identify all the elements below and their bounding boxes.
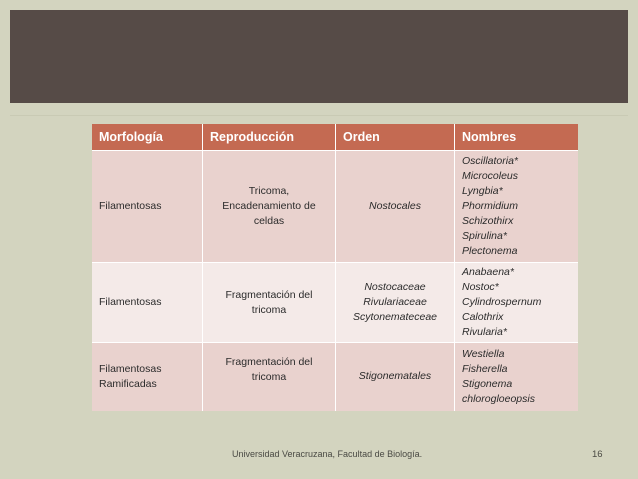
cell-line: Phormidium	[462, 200, 519, 212]
cell-morfologia	[92, 343, 203, 411]
cell-line: Filamentosas	[99, 296, 162, 308]
cell-line: Calothrix	[462, 311, 504, 323]
cell-line: Oscillatoria*	[462, 155, 519, 167]
cell-line: Cylindrospernum	[462, 296, 542, 308]
table-row	[92, 151, 578, 263]
cell-line: Filamentosas	[99, 362, 162, 375]
cell-line: Microcoleus	[462, 170, 519, 182]
cell-line: Stigonematales	[358, 370, 432, 383]
cell-line: Rivularia*	[462, 326, 507, 338]
cell-reproduccion	[203, 263, 336, 343]
header-orden: Orden	[336, 124, 455, 151]
table-row	[92, 263, 578, 343]
cell-line: Schizothirx	[462, 215, 514, 227]
footer-text: Universidad Veracruzana, Facultad de Biología.	[232, 449, 423, 459]
cell-line: Stigonema	[462, 377, 513, 390]
cell-nombres	[455, 263, 579, 343]
header-morfologia: Morfología	[92, 124, 203, 151]
cell-reproduccion	[203, 343, 336, 411]
cell-line: Encadenamiento de	[222, 200, 316, 212]
cell-line: Nostocaceae	[364, 281, 426, 293]
page-number: 16	[592, 449, 603, 460]
cell-morfologia	[92, 151, 203, 263]
classification-table	[92, 124, 578, 411]
cell-line: Filamentosas	[99, 200, 162, 212]
cell-nombres	[455, 151, 579, 263]
cell-morfologia	[92, 263, 203, 343]
header-reproduccion: Reproducción	[203, 124, 336, 151]
table-header-row	[92, 124, 578, 151]
cell-line: Rivulariaceae	[363, 296, 427, 308]
cell-orden	[336, 343, 455, 411]
cell-orden	[336, 263, 455, 343]
cell-line: Tricoma,	[248, 185, 290, 197]
cell-nombres	[455, 343, 579, 411]
cell-reproduccion	[203, 151, 336, 263]
slide-header-band	[10, 10, 628, 103]
cell-line: Plectonema	[462, 245, 518, 257]
cell-line: Westiella	[462, 347, 505, 360]
cell-line: Lyngbia*	[462, 185, 503, 197]
cell-line: Nostoc*	[462, 281, 499, 293]
cell-line: Fisherella	[462, 362, 508, 375]
cell-line: Fragmentación del	[225, 288, 313, 301]
cell-line: celdas	[253, 215, 285, 227]
cell-line: Scytonemateceae	[352, 311, 438, 323]
header-nombres: Nombres	[455, 124, 579, 151]
table-row	[92, 343, 578, 411]
cell-line: tricoma	[251, 371, 287, 383]
cell-line: Nostocales	[369, 200, 421, 212]
cell-line: Anabaena*	[462, 266, 514, 278]
cell-line: chlorogloeopsis	[462, 392, 535, 405]
cell-line: tricoma	[251, 303, 287, 316]
cell-line: Ramificadas	[99, 377, 157, 390]
cell-orden	[336, 151, 455, 263]
cell-line: Fragmentación del	[225, 356, 313, 368]
cell-line: Spirulina*	[462, 230, 507, 242]
